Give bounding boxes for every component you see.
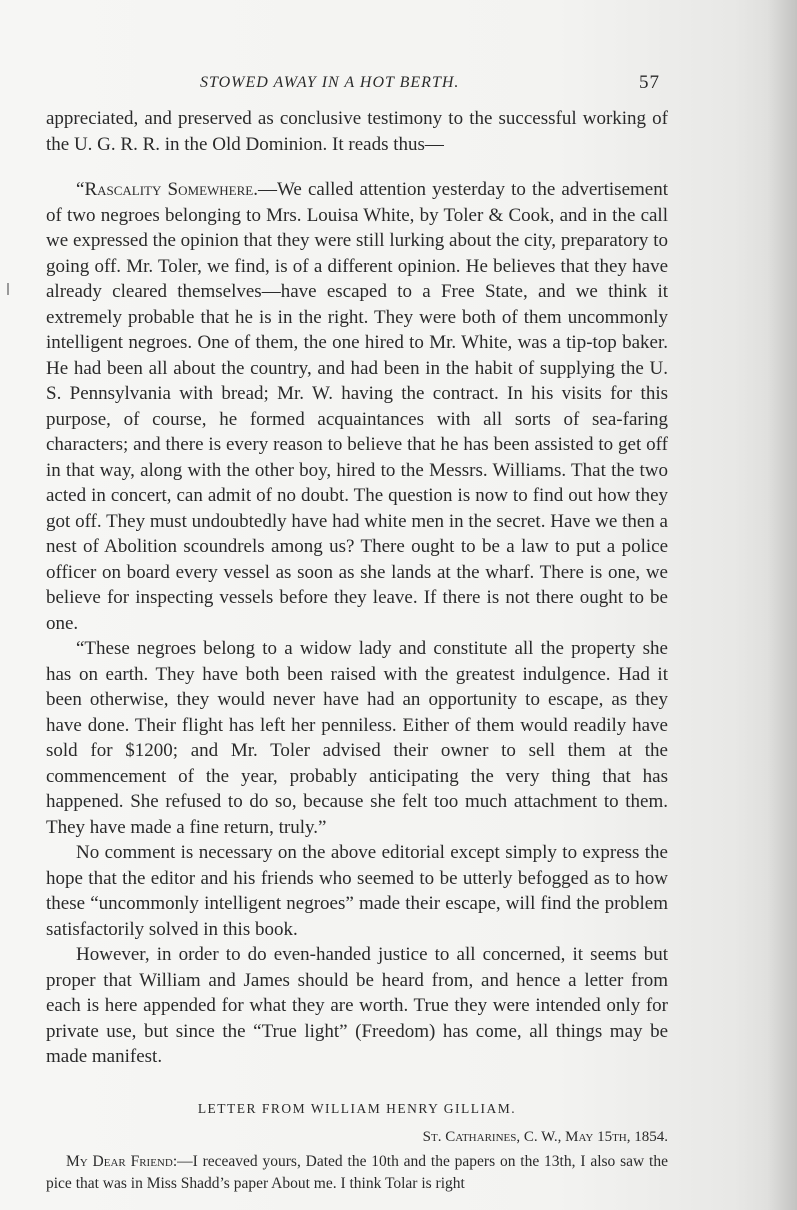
- page-body: [46, 106, 668, 1195]
- quote-open-mark: “: [76, 179, 85, 200]
- letter-body: [46, 1151, 668, 1195]
- running-head: STOWED AWAY IN A HOT BERTH.: [200, 74, 460, 91]
- page-header: [200, 74, 660, 98]
- page-edge-shadow: [767, 0, 797, 1210]
- intro-paragraph: appreciated, and preserved as conclusive testimony to the successful working of the U. G. R. R. in the Old Dominion. It reads thus—: [46, 108, 668, 155]
- letter-dateline: St. Catharines, C. W., May 15th, 1854.: [422, 1129, 668, 1145]
- comment-paragraph-1: No comment is necessary on the above editorial except simply to express the hope that the editor and his friends who seemed to be utterly befogged as to how these “uncommonly intelligent negroes” made their escape, will find the problem satisfactorily solved in this book.: [46, 842, 668, 940]
- quote-heading: Rascality Somewhere.: [84, 179, 258, 200]
- comment-paragraph-2: However, in order to do even-handed justice to all concerned, it seems but proper that William and James should be heard from, and hence a letter from each is here appended for what they are worth. True they were intended only for private use, but since the “True light” (Freedom) has come, all things may be made manifest.: [46, 944, 668, 1067]
- letter-salutation: My Dear Friend:: [66, 1152, 178, 1170]
- letter-body-text: —I receaved yours, Dated the 10th and the papers on the 13th, I also saw the pice that was in Miss Shadd’s paper About me. I think Tolar is right: [46, 1152, 668, 1192]
- quote-paragraph-1: [46, 177, 668, 636]
- quote-paragraph-2: “These negroes belong to a widow lady and constitute all the property she has on earth. They have both been raised with the greatest indulgence. Had it been otherwise, they would never have had an opportunity to escape, as they have done. Their flight has left her penniless. Either of them would readily have sold for $1200; and Mr. Toler advised their owner to sell them at the commencement of the year, probably anticipating the very thing that has happened. She refused to do so, because she felt too much attachment to them. They have made a fine return, truly.”: [46, 638, 668, 838]
- page-number: 57: [639, 72, 660, 93]
- quote-paragraph-1-text: —We called attention yesterday to the advertisement of two negroes belonging to Mrs. Louisa White, by Toler & Cook, and in the call we expressed the opinion that they were still lurking about the city, preparatory to going off. Mr. Toler, we find, is of a different opinion. He believes that they have already cleared themselves—have escaped to a Free State, and we think it extremely probable that he is in the right. They were both of them uncommonly intelligent negroes. One of them, the one hired to Mr. White, was a tip-top baker. He had been all about the country, and had been in the habit of supplying the U. S. Pennsylvania with bread; Mr. W. having the contract. In his visits for this purpose, of course, he formed acquaintances with all sorts of sea-faring characters; and there is every reason to believe that he has been assisted to get off in that way, along with the other boy, hired to the Messrs. Williams. That the two acted in concert, can admit of no doubt. The question is now to find out how they got off. They must undoubtedly have had white men in the secret. Have we then a nest of Abolition scoundrels among us? There ought to be a law to put a police officer on board every vessel as soon as she lands at the wharf. There is one, we believe for inspecting vessels before they leave. If there is not there ought to be one.: [46, 179, 668, 634]
- margin-mark: [7, 283, 9, 295]
- letter-title: LETTER FROM WILLIAM HENRY GILLIAM.: [197, 1100, 517, 1116]
